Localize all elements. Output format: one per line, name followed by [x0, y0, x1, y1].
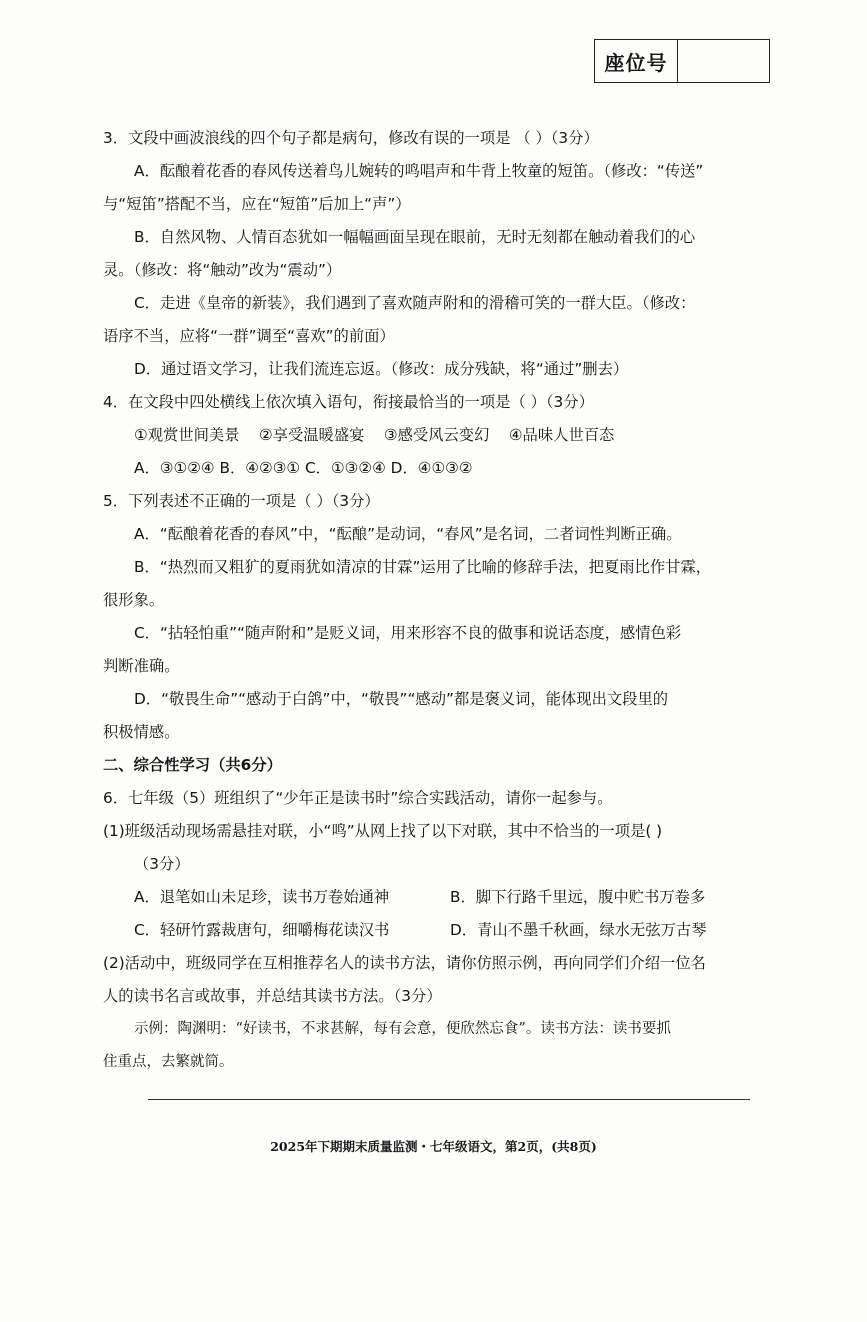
q5-stem: 5．下列表述不正确的一项是（ ）（3分）	[103, 492, 380, 510]
q6-options-row2	[103, 914, 753, 947]
q6-option-d: D．青山不墨千秋画，绿水无弦万古琴	[450, 921, 707, 939]
q6-option-b: B．脚下行路千里远，腹中贮书万卷多	[450, 888, 706, 906]
q3-option-c-line1: C．走进《皇帝的新装》，我们遇到了喜欢随声附和的滑稽可笑的一群大臣。（修改：	[134, 294, 696, 312]
q6-option-a: A．退笔如山未足珍，读书万卷始通神	[134, 888, 390, 906]
q6-option-c: C．轻研竹露裁唐句，细嚼梅花读汉书	[134, 921, 390, 939]
q5-option-b-line2: 很形象。	[103, 591, 165, 609]
q6-stem: 6．七年级（5）班组织了“少年正是读书时”综合实践活动，请你一起参与。	[103, 789, 613, 807]
q4-stem: 4．在文段中四处横线上依次填入语句，衔接最恰当的一项是（ ）（3分）	[103, 393, 594, 411]
q3-option-b-line1: B．自然风物、人情百态犹如一幅幅画面呈现在眼前，无时无刻都在触动着我们的心	[134, 228, 696, 246]
q4-options: A．③①②④ B．④②③① C．①③②④ D．④①③②	[134, 459, 473, 477]
q5-option-a: A．“酝酿着花香的春风”中，“酝酿”是动词，“春风”是名词，二者词性判断正确。	[134, 525, 682, 543]
q6-part1-line2: （3分）	[134, 855, 190, 873]
q3-option-c-line2: 语序不当，应将“一群”调至“喜欢”的前面）	[103, 327, 395, 345]
q3-option-d: D．通过语文学习，让我们流连忘返。（修改：成分残缺，将“通过”删去）	[134, 360, 629, 378]
q6-options-row1	[103, 881, 753, 914]
q6-example-line1: 示例：陶渊明：“好读书，不求甚解，每有会意，便欣然忘食”。读书方法：读书要抓	[134, 1021, 671, 1037]
q6-part2-line1: (2)活动中，班级同学在互相推荐名人的读书方法，请你仿照示例，再向同学们介绍一位名	[103, 954, 706, 972]
q3-option-a-line2: 与“短笛”搭配不当，应在“短笛”后加上“声”）	[103, 195, 411, 213]
q5-option-d-line2: 积极情感。	[103, 723, 180, 741]
seat-number-label: 座位号	[595, 40, 678, 82]
q6-example-line2: 住重点，去繁就简。	[103, 1054, 234, 1070]
seat-number-box	[594, 39, 770, 83]
q6-part1-line1: (1)班级活动现场需悬挂对联，小“鸣”从网上找了以下对联，其中不恰当的一项是( )	[103, 822, 663, 840]
section-2-title: 二、综合性学习（共6分）	[103, 756, 282, 774]
seat-number-field[interactable]	[678, 40, 769, 82]
q3-option-b-line2: 灵。（修改：将“触动”改为“震动”）	[103, 261, 342, 279]
q3-stem: 3．文段中画波浪线的四个句子都是病句，修改有误的一项是 （ ）（3分）	[103, 129, 599, 147]
q5-option-c-line2: 判断准确。	[103, 657, 180, 675]
q6-part2-line2: 人的读书名言或故事，并总结其读书方法。（3分）	[103, 987, 442, 1005]
q5-option-b-line1: B．“热烈而又粗犷的夏雨犹如清凉的甘霖”运用了比喻的修辞手法，把夏雨比作甘霖，	[134, 558, 712, 576]
page-footer: 2025年下期期末质量监测・七年级语文，第2页，(共8页)	[270, 1139, 597, 1154]
q5-option-c-line1: C．“拈轻怕重”“随声附和”是贬义词，用来形容不良的做事和说话态度，感情色彩	[134, 624, 682, 642]
q4-phrases: ①观赏世间美景 ②享受温暖盛宴 ③感受风云变幻 ④品味人世百态	[134, 426, 615, 444]
footer-divider	[148, 1099, 750, 1100]
q5-option-d-line1: D．“敬畏生命”“感动于白鸽”中，“敬畏”“感动”都是褒义词，能体现出文段里的	[134, 690, 669, 708]
exam-content	[103, 122, 753, 1079]
q3-option-a-line1: A．酝酿着花香的春风传送着鸟儿婉转的鸣唱声和牛背上牧童的短笛。（修改：“传送”	[134, 162, 704, 180]
